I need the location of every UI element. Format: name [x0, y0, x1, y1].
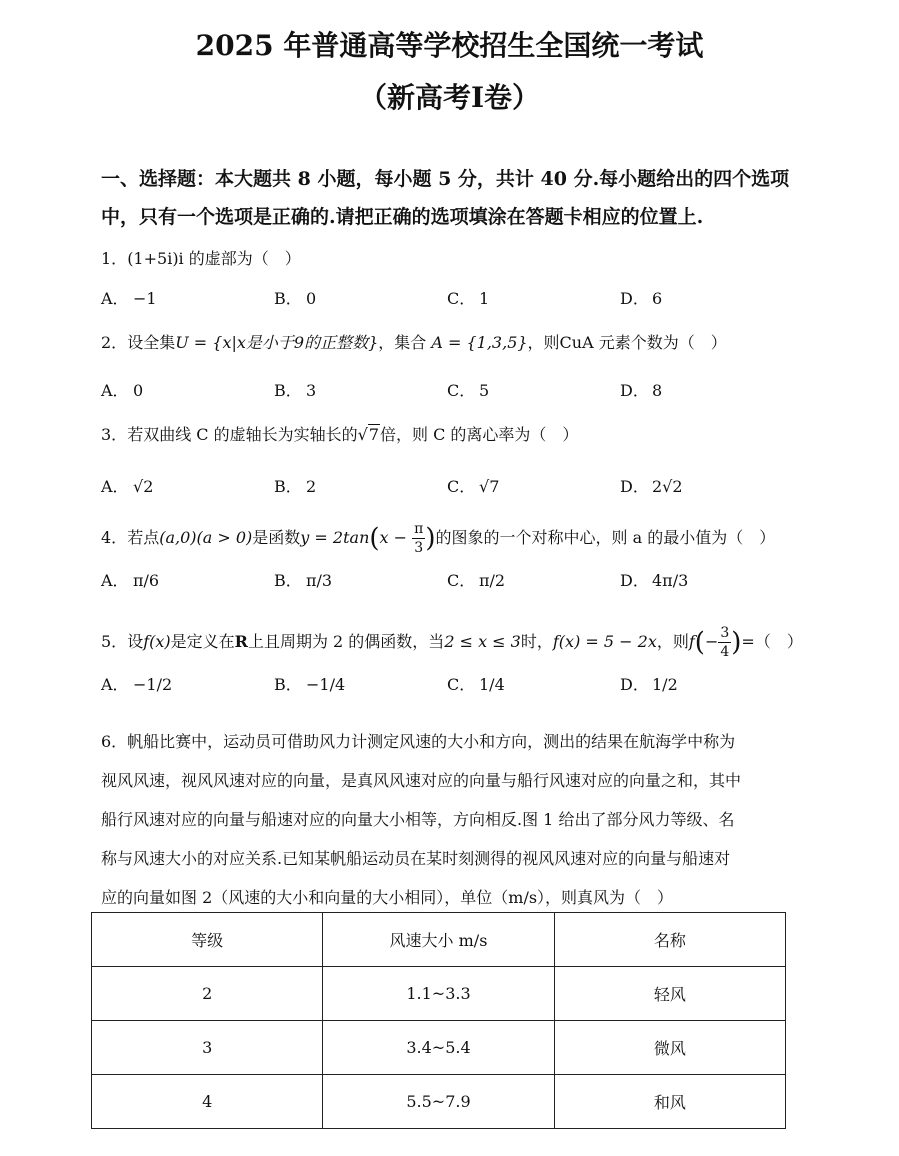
question-number: 5． — [101, 632, 128, 651]
option-d: D． 2√2 — [620, 477, 683, 496]
option-d: D． 4π/3 — [620, 571, 689, 590]
option-c: C． 5 — [447, 381, 490, 400]
question-number: 1． — [101, 249, 128, 268]
table-cell: 2 — [92, 967, 323, 1021]
table-row — [92, 1021, 786, 1075]
option-b: B． 3 — [274, 381, 317, 400]
question-number: 3． — [101, 425, 128, 444]
option-a: A． √2 — [101, 477, 154, 496]
question-2: 2．设全集U = {x|x是小于9的正整数}，集合 A = {1,3,5}，则CuA 元素个数为（ ） — [101, 333, 727, 352]
question-6-line: 6．帆船比赛中，运动员可借助风力计测定风速的大小和方向，测出的结果在航海学中称为 — [101, 732, 736, 751]
question-5-options — [101, 672, 801, 712]
table-header-cell: 等级 — [92, 913, 323, 967]
option-a: A． −1/2 — [101, 675, 173, 694]
table-header-cell: 风速大小 m/s — [323, 913, 554, 967]
question-3-options — [101, 474, 801, 514]
option-a: A． −1 — [101, 289, 157, 308]
exam-title: 2025 年普通高等学校招生全国统一考试 — [195, 29, 704, 62]
option-c: C． 1 — [447, 289, 490, 308]
question-number: 4． — [101, 528, 128, 547]
section-heading — [101, 160, 801, 236]
table-cell: 3.4~5.4 — [323, 1021, 554, 1075]
question-4-options — [101, 568, 801, 608]
option-b: B． π/3 — [274, 571, 333, 590]
question-6-line: 称与风速大小的对应关系.已知某帆船运动员在某时刻测得的视风风速对应的向量与船速对 — [101, 849, 731, 868]
table-cell: 3 — [92, 1021, 323, 1075]
table-cell: 1.1~3.3 — [323, 967, 554, 1021]
question-5: 5．设f(x)是定义在R上且周期为 2 的偶函数，当2 ≤ x ≤ 3时，f(x) = 5 − 2x，则f(− $\frac{3}{4}$ )=（ ） — [101, 625, 803, 660]
option-d: D． 8 — [620, 381, 663, 400]
question-4: 4．若点(a,0)(a > 0)是函数y = 2tan(x − $\frac{\pi}{3}$ )的图象的一个对称中心，则 a 的最小值为（ ） — [101, 521, 776, 556]
question-number: 2． — [101, 333, 128, 352]
option-d: D． 6 — [620, 289, 663, 308]
question-6-line: 应的向量如图 2（风速的大小和向量的大小相同），单位（m/s），则真风为（ ） — [101, 888, 674, 907]
exam-subtitle: （新高考Ⅰ卷） — [358, 81, 541, 114]
table-row — [92, 1075, 786, 1129]
table-cell: 5.5~7.9 — [323, 1075, 554, 1129]
table-cell: 微风 — [554, 1021, 785, 1075]
option-d: D． 1/2 — [620, 675, 678, 694]
option-c: C． √7 — [447, 477, 500, 496]
option-a: A． 0 — [101, 381, 144, 400]
sqrt-expression: √7 — [357, 425, 379, 444]
question-1-options — [101, 286, 801, 326]
question-6 — [101, 722, 801, 917]
set-a: A = {1,3,5} — [431, 333, 528, 352]
option-c: C． 1/4 — [447, 675, 505, 694]
table-cell: 和风 — [554, 1075, 785, 1129]
table-row — [92, 967, 786, 1021]
point: (a,0)(a > 0) — [159, 528, 253, 547]
wind-level-table — [91, 912, 786, 1129]
set-u: U = {x|x是小于9的正整数} — [175, 333, 379, 352]
question-6-line: 船行风速对应的向量与船速对应的向量大小相等，方向相反.图 1 给出了部分风力等级、名 — [101, 810, 735, 829]
option-b: B． 2 — [274, 477, 317, 496]
option-b: B． −1/4 — [274, 675, 346, 694]
question-text: (1+5i)i 的虚部为（ ） — [127, 249, 301, 268]
function: y = 2tan — [300, 528, 370, 547]
option-b: B． 0 — [274, 289, 317, 308]
section-heading-line2: 中，只有一个选项是正确的.请把正确的选项填涂在答题卡相应的位置上. — [101, 206, 704, 228]
table-header-cell: 名称 — [554, 913, 785, 967]
fraction-pi-3: $\frac{\pi}{3}$ — [414, 521, 424, 556]
option-c: C． π/2 — [447, 571, 506, 590]
option-a: A． π/6 — [101, 571, 160, 590]
table-cell: 轻风 — [554, 967, 785, 1021]
question-6-line: 视风风速，视风风速对应的向量，是真风风速对应的向量与船行风速对应的向量之和，其中 — [101, 771, 742, 790]
question-1 — [101, 246, 301, 269]
table-header-row — [92, 913, 786, 967]
fraction-3-4: $\frac{3}{4}$ — [720, 625, 730, 660]
table-cell: 4 — [92, 1075, 323, 1129]
section-heading-line1: 一、选择题：本大题共 8 小题，每小题 5 分，共计 40 分.每小题给出的四个选项 — [101, 168, 790, 190]
question-2-options — [101, 378, 801, 418]
question-3: 3．若双曲线 C 的虚轴长为实轴长的√7倍，则 C 的离心率为（ ） — [101, 425, 579, 444]
